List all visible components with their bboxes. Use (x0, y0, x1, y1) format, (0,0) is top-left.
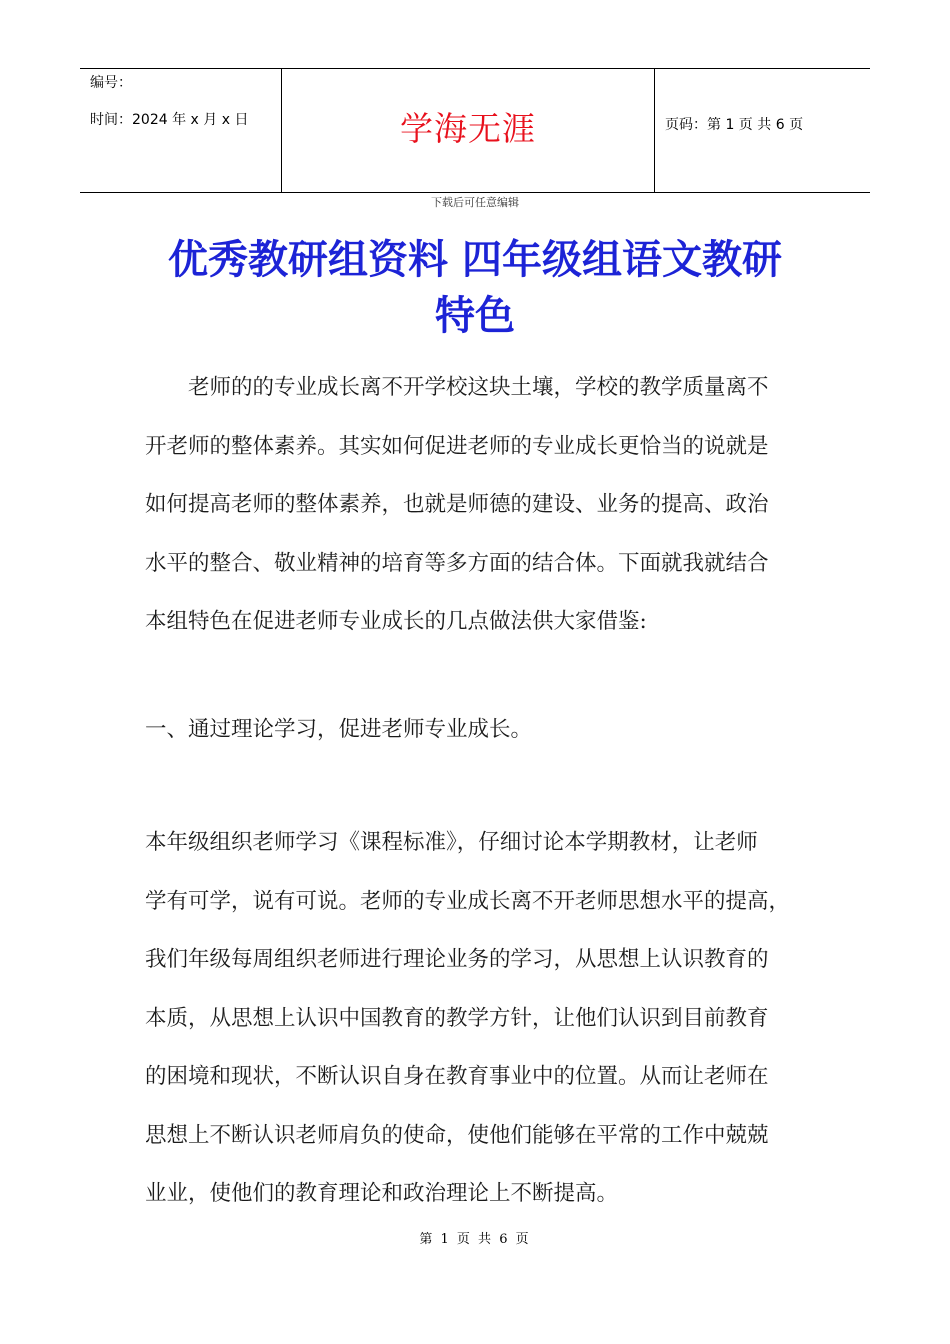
text-line: 的困境和现状，不断认识自身在教育事业中的位置。从而让老师在 (145, 1064, 769, 1089)
header-brand-cell (281, 69, 655, 192)
text-line: 本质，从思想上认识中国教育的教学方针，让他们认识到目前教育 (145, 1005, 769, 1031)
text-line: 业业，使他们的教育理论和政治理论上不断提高。 (145, 1181, 619, 1206)
header-right-cell (655, 69, 870, 192)
text-line: 如何提高老师的整体素养，也就是师德的建设、业务的提高、政治 (145, 492, 769, 517)
text-line: 水平的整合、敬业精神的培育等多方面的结合体。下面就我就结合 (145, 550, 769, 576)
number-label: 编号： (90, 75, 132, 91)
page-label: 页码：第 1 页 共 6 页 (665, 117, 804, 133)
text-line: 学有可学，说有可说。老师的专业成长离不开老师思想水平的提高， (145, 888, 791, 914)
intro-paragraph (145, 359, 810, 652)
date-label: 时间：2024 年 x 月 x 日 (90, 112, 249, 128)
header-table (80, 68, 870, 193)
text-line: 本组特色在促进老师专业成长的几点做法供大家借鉴: (145, 609, 647, 634)
text-line: 思想上不断认识老师肩负的使命，使他们能够在平常的工作中兢兢 (145, 1122, 769, 1148)
section1-paragraph (145, 814, 810, 1224)
page-footer: 第 1 页 共 6 页 (419, 1232, 531, 1247)
title-line: 优秀教研组资料 四年级组语文教研 (168, 237, 782, 283)
section1-heading: 一、通过理论学习，促进老师专业成长。 (145, 717, 533, 742)
download-note: 下载后可任意编辑 (431, 196, 519, 209)
text-line: 开老师的整体素养。其实如何促进老师的专业成长更恰当的说就是 (145, 433, 769, 459)
brand-title: 学海无涯 (400, 109, 536, 148)
section-heading (145, 701, 810, 760)
document-title (120, 232, 830, 344)
text-line: 本年级组织老师学习《课程标准》，仔细讨论本学期教材，让老师 (145, 830, 758, 855)
header-left-cell (80, 69, 281, 192)
text-line: 老师的的专业成长离不开学校这块土壤，学校的教学质量离不 (188, 375, 769, 400)
text-line: 我们年级每周组织老师进行理论业务的学习，从思想上认识教育的 (145, 947, 769, 972)
title-line: 特色 (435, 293, 515, 339)
